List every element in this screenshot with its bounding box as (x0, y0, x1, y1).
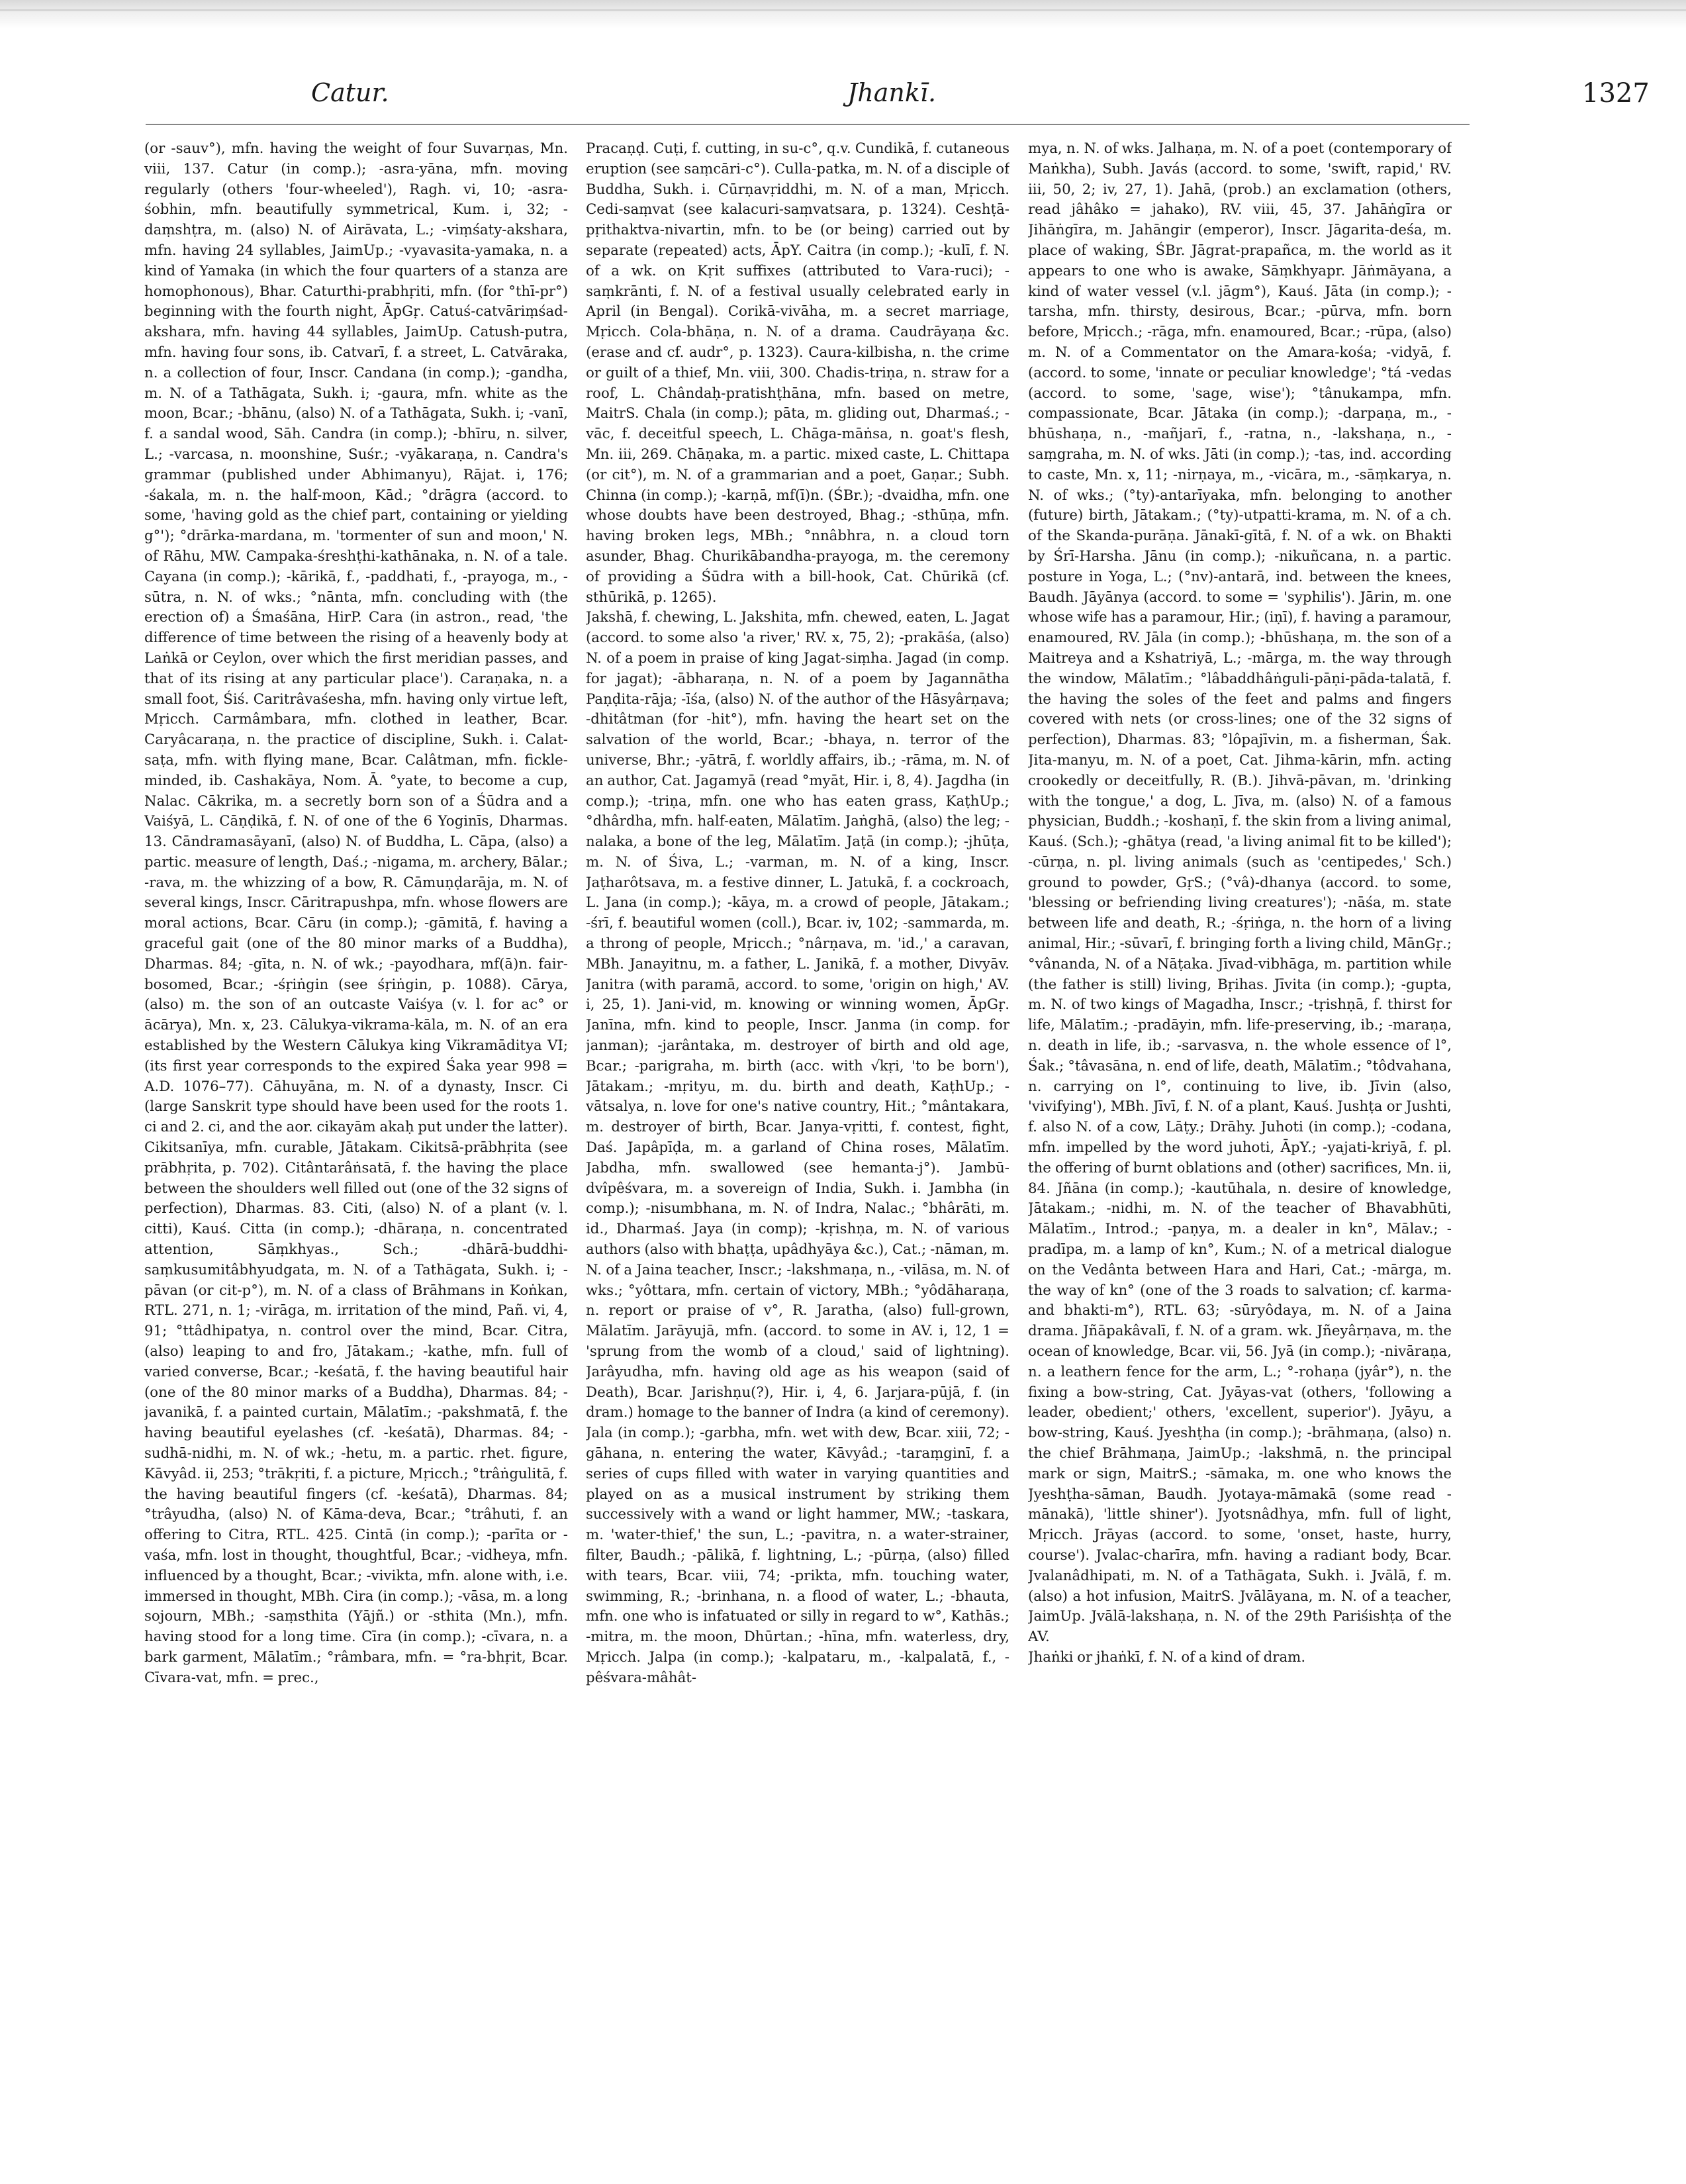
running-head-left: Catur. (311, 78, 389, 107)
column-1 (144, 139, 568, 2152)
column-3-para-1: mya, n. N. of wks. Jalhaṇa, m. N. of a poet (contemporary of Maṅkha), Subh. Javás (accord. to some, 'swift, rapid,' RV. iii, 50, 2; iv, 27, 1). Jahā, (prob.) an exclamation (others, read jâhâko = jahako), RV. viii, 45, 37. Jahāṅgīra or Jihāṅgīra, m. Jahāngir (emperor), Inscr. Jāgarita-deśa, m. place of waking, ŚBr. Jāgrat-prapañca, m. the world as it appears to one who is awake, Sāṃkhyapr. Jāṅmāyana, a kind of water vessel (v.l. jāgm°), Kauś. Jāta (in comp.); -tarsha, mfn. thirsty, desirous, Bcar.; -pūrva, mfn. born before, Mṛicch.; -rāga, mfn. enamoured, Bcar.; -rūpa, (also) m. N. of a Commentator on the Amara-kośa; -vidyā, f. (accord. to some, 'innate or peculiar knowledge'; °tá -vedas (accord. to some, 'sage, wise'); °tânukampa, mfn. compassionate, Bcar. Jātaka (in comp.); -darpaṇa, m., -bhūshaṇa, n., -mañjarī, f., -ratna, n., -lakshaṇa, n., -saṃgraha, m. N. of wks. Jāti (in comp.); -tas, ind. according to caste, Mn. x, 11; -nirṇaya, m., -vicāra, m., -sāṃkarya, n. N. of wks.; (°ty)-antarīyaka, mfn. belonging to another (future) birth, Jātakam.; (°ty)-utpatti-krama, m. N. of a ch. of the Skanda-purāṇa. Jānakī-gītā, f. N. of a wk. on Bhakti by Śrī-Harsha. Jānu (in comp.); -nikuñcana, n. a partic. posture in Yoga, L.; (°nv)-antarā, ind. between the knees, Baudh. Jāyānya (accord. to some = 'syphilis'). Jārin, m. one whose wife has a paramour, Hir.; (iṇī), f. having a paramour, enamoured, RV. Jāla (in comp.); -bhūshaṇa, m. the son of a Maitreya and a Kshatriyā, L.; -mārga, m. the way through the window, Mālatīm.; °lâbaddhâṅguli-pāṇi-pāda-talatā, f. the having the soles of the feet and palms and fingers covered with nets (or cross-lines; one of the 32 signs of perfection), Dharmas. 83; °lôpajīvin, m. a fisherman, Śak. Jita-manyu, m. N. of a poet, Cat. Jihma-kārin, mfn. acting crookedly or deceitfully, R. (B.). Jihvā-pāvan, m. 'drinking with the tongue,' a dog, L. Jīva, m. (also) N. of a famous physician, Buddh.; -koshaṇī, f. the skin from a living animal, Kauś. (Sch.); -ghātya (read, 'a living animal fit to be killed'); -cūrṇa, n. pl. living animals (such as 'centipedes,' Sch.) ground to powder, GṛS.; (°vâ)-dhanya (accord. to some, 'blessing or befriending living creatures'); -nāśa, m. state between life and death, R.; -śṛiṅga, n. the horn of a living animal, Hir.; -sūvarī, f. bringing forth a living child, MānGṛ.; °vânanda, N. of a Nāṭaka. Jīvad-vibhāga, m. partition while (the father is still) living, Bṛihas. Jīvita (in comp.); -gupta, m. N. of two kings of Magadha, Inscr.; -tṛishṇā, f. thirst for life, Mālatīm.; -pradāyin, mfn. life-preserving, ib.; -maraṇa, n. death in life, ib.; -sarvasva, n. the whole essence of l°, Śak.; °tâvasāna, n. end of life, death, Mālatīm.; °tôdvahana, n. carrying on l°, continuing to live, ib. Jīvin (also, 'vivifying'), MBh. Jīvī, f. N. of a plant, Kauś. Jushṭa or Jushti, f. also N. of a cow, Lāṭy.; Drāhy. Juhoti (in comp.); -codana, mfn. impelled by the word juhoti, ĀpY.; -yajati-kriyā, f. pl. the offering of burnt oblations and (other) sacrifices, Mn. ii, 84. Jñāna (in comp.); -kautūhala, n. desire of knowledge, Jātakam.; -nidhi, m. N. of the teacher of Bhavabhūti, Mālatīm., Introd.; -paṇya, m. a dealer in kn°, Mālav.; -pradīpa, m. a lamp of kn°, Kum.; N. of a metrical dialogue on the Vedânta between Hara and Hari, Cat.; -mārga, m. the way of kn° (one of the 3 roads to salvation; cf. karma- and bhakti-m°), RTL. 63; -sūryôdaya, m. N. of a Jaina drama. Jñāpakâvalī, f. N. of a gram. wk. Jñeyârṇava, m. the ocean of knowledge, Bcar. vii, 56. Jyā (in comp.); -nivāraṇa, n. a leathern fence for the arm, L.; °-rohaṇa (jyâr°), n. the fixing a bow-string, Cat. Jyāyas-vat (others, 'following a leader, obedient;' others, 'excellent, superior'). Jyāyu, a bow-string, Kauś. Jyeshṭha (in comp.); -brāhmaṇa, (also) n. the chief Brāhmaṇa, JaimUp.; -lakshmā, n. the principal mark or sign, MaitrS.; -sāmaka, m. one who knows the Jyeshṭha-sāman, Baudh. Jyotaya-māmakā (some read -mānakā), 'little shiner'). Jyotsnâdhya, mfn. full of light, Mṛicch. Jrāyas (accord. to some, 'onset, haste, hurry, course'). Jvalac-charīra, mfn. having a radiant body, Bcar. Jvalanâdhipati, m. N. of a Tathāgata, Sukh. i. Jvālā, f. m. (also) a hot infusion, MaitrS. Jvālāyana, m. N. of a teacher, JaimUp. Jvālā-lakshaṇa, n. N. of the 29th Pariśishṭa of the AV. (1028, 140, 1452, 1646)
column-1-text: (or -sauv°), mfn. having the weight of four Suvarṇas, Mn. viii, 137. Catur (in comp.); -asra-yāna, mfn. moving regularly (others 'four-wheeled'), Ragh. vi, 10; -asra-śobhin, mfn. beautifully symmetrical, Kum. i, 32; -daṃshṭra, m. (also) N. of Airāvata, L.; -viṃśaty-akshara, mfn. having 24 syllables, JaimUp.; -vyavasita-yamaka, n. a kind of Yamaka (in which the four quarters of a stanza are homophonous), Bhar. Caturthi-prabhṛiti, mfn. (for °thī-pr°) beginning with the fourth night, ĀpGṛ. Catuś-catvāriṃśad-akshara, mfn. having 44 syllables, JaimUp. Catush-putra, mfn. having four sons, ib. Catvarī, f. a street, L. Catvāraka, n. a collection of four, Inscr. Candana (in comp.); -gandha, m. N. of a Tathāgata, Sukh. i; -gaura, mfn. white as the moon, Bcar.; -bhānu, (also) N. of a Tathāgata, Sukh. i; -vanī, f. a sandal wood, Sāh. Candra (in comp.); -bhīru, n. silver, L.; -varcasa, n. moonshine, Suśr.; -vyākaraṇa, n. Candra's grammar (published under Abhimanyu), Rājat. i, 176; -śakala, m. n. the half-moon, Kād.; °drāgra (accord. to some, 'having gold as the chief part, containing or yielding g°'); °drārka-mardana, m. 'tormenter of sun and moon,' N. of Rāhu, MW. Campaka-śreshṭhi-kathānaka, n. N. of a tale. Cayana (in comp.); -kārikā, f., -paddhati, f., -prayoga, m., -sūtra, n. N. of wks.; °nānta, mfn. concluding with (the erection of) a Śmaśāna, HirP. Cara (in astron., read, 'the difference of time between the rising of a heavenly body at Laṅkā or Ceylon, over which the first meridian passes, and that of its rising at any particular place'). Caraṇaka, n. a small foot, Śiś. Caritrâvaśesha, mfn. having only virtue left, Mṛicch. Carmâmbara, mfn. clothed in leather, Bcar. Caryâcaraṇa, n. the practice of discipline, Sukh. i. Calat-saṭa, mfn. with flying mane, Bcar. Calâtman, mfn. fickle-minded, ib. Cashakāya, Nom. Ā. °yate, to become a cup, Nalac. Cākrika, m. a secretly born son of a Śūdra and a Vaiśyā, L. Cāṇḍikā, f. N. of one of the 6 Yoginīs, Dharmas. 13. Cāndramasāyanī, (also) N. of Buddha, L. Cāpa, (also) a partic. measure of length, Daś.; -nigama, m. archery, Bālar.; -rava, m. the whizzing of a bow, R. Cāmuṇḍarāja, m. N. of several kings, Inscr. Cāritrapushpa, mfn. whose flowers are moral actions, Bcar. Cāru (in comp.); -gāmitā, f. having a graceful gait (one of the 80 minor marks of a Buddha), Dharmas. 84; -gīta, n. N. of wk.; -payodhara, mf(ā)n. fair-bosomed, Bcar.; -śṛiṅgin (see śṛiṅgin, p. 1088). Cārya, (also) m. the son of an outcaste Vaiśya (v. l. for ac° or ācārya), Mn. x, 23. Cālukya-vikrama-kāla, m. N. of an era established by the Western Cālukya king Vikramāditya VI; (its first year corresponds to the expired Śaka year 998 = A.D. 1076–77). Cāhuyāna, m. N. of a dynasty, Inscr. Ci (large Sanskrit type should have been used for the roots 1. ci and 2. ci, and the aor. cikayām akaḥ put under the latter). Cikitsanīya, mfn. curable, Jātakam. Cikitsā-prābhṛita (see prābhṛita, p. 702). Citântarâṅsatā, f. the having the place between the shoulders well filled out (one of the 32 signs of perfection), Dharmas. 83. Citi, (also) N. of a plant (v. l. citti), Kauś. Citta (in comp.); -dhāraṇa, n. concentrated attention, Sāṃkhyas., Sch.; -dhārā-buddhi-saṃkusumitâbhyudgata, m. N. of a Tathāgata, Sukh. i; -pāvan (or cit-p°), m. N. of a class of Brāhmans in Koṅkan, RTL. 271, n. 1; -virāga, m. irritation of the mind, Pañ. vi, 4, 91; °ttâdhipatya, n. control over the mind, Bcar. Citra, (also) leaping to and fro, Jātakam.; -kathe, mfn. full of varied converse, Bcar.; -keśatā, f. the having beautiful hair (one of the 80 minor marks of a Buddha), Dharmas. 84; -javanikā, f. a painted curtain, Mālatīm.; -pakshmatā, f. the having beautiful eyelashes (cf. -keśatā), Dharmas. 84; -sudhā-nidhi, m. N. of wk.; -hetu, m. a partic. rhet. figure, Kāvyâd. ii, 253; °trākṛiti, f. a picture, Mṛicch.; °trâṅgulitā, f. the having beautiful fingers (cf. -keśatā), Dharmas. 84; °trâyudha, (also) N. of Kāma-deva, Bcar.; °trâhuti, f. an offering to Citra, RTL. 425. Cintā (in comp.); -parīta or -vaśa, mfn. lost in thought, thoughtful, Bcar.; -vidheya, mfn. influenced by a thought, Bcar.; -vivikta, mfn. alone with, i.e. immersed in thought, MBh. Cira (in comp.); -vāsa, m. a long sojourn, MBh.; -saṃsthita (Yājñ.) or -sthita (Mn.), mfn. having stood for a long time. Cīra (in comp.); -cīvara, n. a bark garment, Mālatīm.; °râmbara, mfn. = °ra-bhṛit, Bcar. Cīvara-vat, mfn. = prec., (144, 140, 568, 1686)
page-number: 1327 (1582, 78, 1650, 109)
scan-edge (0, 0, 1686, 29)
header-rule (146, 124, 1470, 125)
running-head-right: Jhankī. (847, 78, 937, 107)
column-3-para-2: Jhaṅki or jhaṅkī, f. N. of a kind of dram. (1028, 1648, 1306, 1666)
column-2-para-2: Jakshā, f. chewing, L. Jakshita, mfn. chewed, eaten, L. Jagat (accord. to some also 'a river,' RV. x, 75, 2); -prakāśa, (also) N. of a poem in praise of king Jagat-siṃha. Jagad (in comp. for jagat); -ābharaṇa, n. N. of a poem by Jagannātha Paṇḍita-rāja; -īśa, (also) N. of the author of the Hāsyârṇava; -dhitâtman (for -hit°), mfn. having the heart set on the salvation of the world, Bcar.; -bhaya, n. terror of the universe, Bhr.; -yātrā, f. worldly affairs, ib.; -rāma, m. N. of an author, Cat. Jagamyā (read °myāt, Hir. i, 8, 4). Jagdha (in comp.); -triṇa, mfn. one who has eaten grass, KaṭhUp.; °dhârdha, mfn. half-eaten, Mālatīm. Jaṅghā, (also) the leg; -nalaka, a bone of the leg, Mālatīm. Jaṭā (in comp.); -jhūṭa, m. N. of Śiva, L.; -varman, m. N. of a king, Inscr. Jaṭharôtsava, m. a festive dinner, L. Jatukā, f. a cockroach, L. Jana (in comp.); -kāya, m. a crowd of people, Jātakam.; -śrī, f. beautiful women (coll.), Bcar. iv, 102; -sammarda, m. a throng of people, Mṛicch.; °nârṇava, m. 'id.,' a caravan, MBh. Janayitnu, m. a father, L. Janikā, f. a mother, Divyāv. Janitra (with paramā, accord. to some, 'origin on high,' AV. i, 25, 1). Jani-vid, m. knowing or winning women, ĀpGṛ. Janīna, mfn. kind to people, Inscr. Janma (in comp. for janman); -jarântaka, m. destroyer of birth and old age, Bcar.; -parigraha, m. birth (acc. with √kṛi, 'to be born'), Jātakam.; -mṛityu, m. du. birth and death, KaṭhUp.; -vātsalya, n. love for one's native country, Hit.; °mântakara, m. destroyer of birth, Bcar. Janya-vṛitti, f. contest, fight, Daś. Japâpīḍa, m. a garland of China roses, Mālatīm. Jabdha, mfn. swallowed (see hemanta-j°). Jambū-dvîpêśvara, m. a sovereign of India, Sukh. i. Jambha (in comp.); -nisumbhana, m. N. of Indra, Nalac.; °bhârāti, m. id., Dharmaś. Jaya (in comp); -kṛishṇa, m. N. of various authors (also with bhaṭṭa, upâdhyāya &c.), Cat.; -nāman, m. N. of a Jaina teacher, Inscr.; -lakshmaṇa, n., -vilāsa, m. N. of wks.; °yôttara, mfn. certain of victory, MBh.; °yôdāharaṇa, n. report or praise of v°, R. Jaratha, (also) full-grown, Mālatīm. Jarāyujā, mfn. (accord. to some in AV. i, 12, 1 = 'sprung from the womb of a cloud,' said of lightning). Jarâyudha, mfn. having old age as his weapon (said of Death), Bcar. Jarishṇu(?), Hir. i, 4, 6. Jarjara-pūjā, f. (in dram.) homage to the banner of Indra (a kind of ceremony). Jala (in comp.); -garbha, mfn. wet with dew, Bcar. xiii, 72; -gāhana, n. entering the water, Kāvyâd.; -taraṃginī, f. a series of cups filled with water in varying quantities and played on as a musical instrument by striking them successively with a wand or light hammer, MW.; -taskara, m. 'water-thief,' the sun, L.; -pavitra, n. a water-strainer, filter, Baudh.; -pālikā, f. lightning, L.; -pūrṇa, (also) filled with tears, Bcar. viii, 74; -prikta, mfn. touching water, swimming, R.; -brinhana, n. a flood of water, L.; -bhauta, mfn. one who is infatuated or silly in regard to w°, Kathās.; -mitra, m. the moon, Dhūrtan.; -hīna, mfn. waterless, dry, Mṛicch. Jalpa (in comp.); -kalpataru, m., -kalpalatā, f., -pêśvara-mâhât- (586, 609, 1009, 1686)
column-2-para-1: Pracaṇḍ. Cuṭi, f. cutting, in su-c°, q.v. Cundikā, f. cutaneous eruption (see saṃcāri-c°). Culla-patka, m. N. of a disciple of Buddha, Sukh. i. Cūrṇavṛiddhi, m. N. of a man, Mṛicch. Cedi-saṃvat (see kalacuri-saṃvatsara, p. 1324). Ceshṭā-pṛithaktva-nivartin, mfn. to be (or being) carried out by separate (repeated) acts, ĀpY. Caitra (in comp.); -kulī, f. N. of a wk. on Kṛit suffixes (attributed to Vara-ruci); -saṃkrānti, f. N. of a festival usually celebrated early in April (in Bengal). Corikā-vivāha, m. a secret marriage, Mṛicch. Cola-bhāṇa, n. N. of a drama. Caudrāyaṇa &c. (erase and cf. audr°, p. 1323). Caura-kilbisha, n. the crime or guilt of a thief, Mn. viii, 300. Chadis-triṇa, n. straw for a roof, L. Chândaḥ-pratishṭhāna, mfn. based on metre, MaitrS. Chala (in comp.); pāta, m. gliding out, Dharmaś.; -vāc, f. deceitful speech, L. Chāga-māṅsa, n. goat's flesh, Mn. iii, 269. Chāṇaka, m. a partic. mixed caste, L. Chittapa (or cit°), m. N. of a grammarian and a poet, Gaṇar.; Subh. Chinna (in comp.); -karṇā, mf(ī)n. (ŚBr.); -dvaidha, mfn. one whose doubts have been destroyed, Bhag.; -sthūṇa, mfn. having broken legs, MBh.; °nnâbhra, n. a cloud torn asunder, Bhag. Churikābandha-prayoga, m. the ceremony of providing a Śūdra with a bill-hook, Cat. Chūrikā (cf. sthūrikā, p. 1265). (586, 140, 1009, 606)
column-3 (1028, 139, 1452, 2152)
column-2 (586, 139, 1009, 2152)
